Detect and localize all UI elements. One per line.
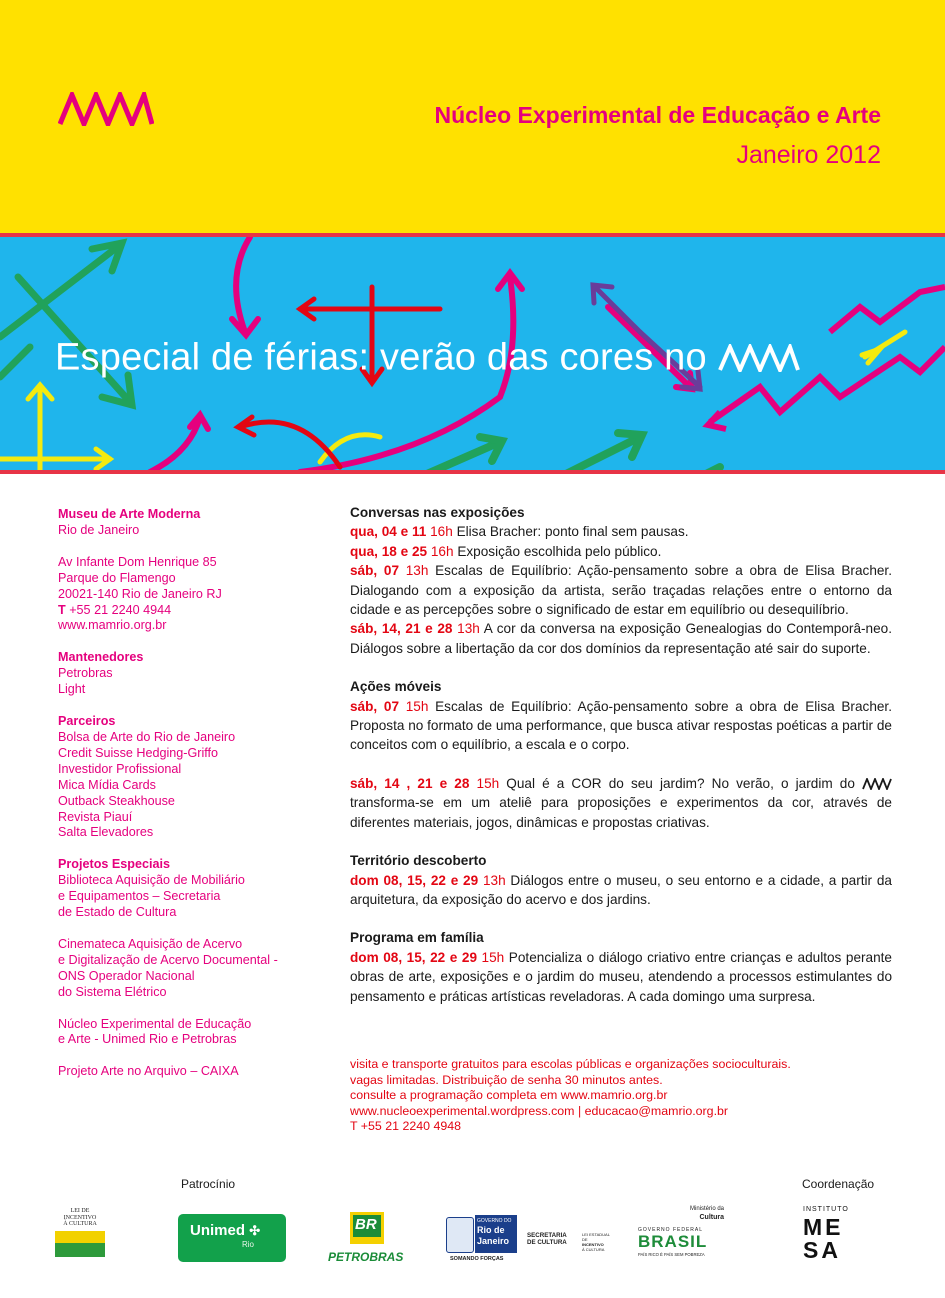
event-date: qua, 18 e 25 [350,543,428,559]
unimed-logo [178,1214,286,1262]
address-line: 20021-140 Rio de Janeiro RJ [58,586,222,601]
petrobras-logo [328,1212,416,1266]
address-line: Parque do Flamengo [58,570,176,585]
info-phone: T +55 21 2240 4948 [350,1119,462,1134]
footer-info [350,1057,910,1135]
museum-name: Museu de Arte Moderna [58,507,201,521]
governo-rj-logo [446,1214,518,1264]
section-title: Programa em família [350,930,484,946]
gov-federal-text: GOVERNO FEDERAL [638,1227,704,1233]
mantenedores-title: Mantenedores [58,650,144,665]
phone-label: T [58,602,66,617]
left-column [58,507,308,1080]
secretaria-text: SECRETARIA [527,1232,567,1239]
mantenedor-item: Light [58,682,86,697]
projeto-line: e Digitalização de Acervo Documental - [58,952,278,967]
parceiro-item: Bolsa de Arte do Rio de Janeiro [58,729,236,744]
section-title: Conversas nas exposições [350,505,525,520]
phone-line [58,603,308,619]
banner-title-text: Especial de férias: verão das cores no [55,336,707,379]
brasil-text: BRASIL [638,1232,708,1251]
event-entry [350,522,892,541]
ministerio-text: Ministério da [689,1206,724,1212]
mesa-text: ME [803,1214,844,1240]
address-line: Av Infante Dom Henrique 85 [58,554,217,569]
header-title: Núcleo Experimental de Educação e Arte [434,102,881,128]
event-time: 13h [478,872,506,888]
event-time: 15h [469,775,500,791]
lei-estadual-logo [582,1232,614,1250]
brasil-sub-text: PAÍS RICO É PAÍS SEM POBREZA [638,1252,705,1257]
header-date: Janeiro 2012 [736,141,881,169]
projeto-line: do Sistema Elétrico [58,984,167,999]
instituto-mesa-logo [803,1206,863,1268]
patrocinio-label: Patrocínio [181,1177,236,1191]
projeto-line: Núcleo Experimental de Educação [58,1016,252,1031]
instituto-text: INSTITUTO [803,1206,849,1213]
event-date: sáb, 07 [350,563,400,579]
governo-federal-logo [636,1206,726,1264]
event-date: dom 08, 15, 22 e 29 [350,872,479,888]
rj-gov-text: GOVERNO DO [477,1218,512,1224]
event-date: qua, 04 e 11 [350,524,427,540]
secretaria-text: DE CULTURA [527,1239,567,1246]
info-line: visita e transporte gratuitos para escolas públicas e organizações socioculturais. [350,1057,791,1071]
phone-number: +55 21 2240 4944 [65,602,172,617]
projeto-line: Cinemateca Aquisição de Acervo [58,936,243,951]
petrobras-text: PETROBRAS [328,1250,404,1264]
mam-logo-small [862,778,892,790]
rj-name-text: Rio de [477,1225,505,1235]
museum-city: Rio de Janeiro [58,522,140,537]
event-text: Escalas de Equilíbrio: Ação-pensamento sobre a obra de Elisa Bracher. Dialogando com a exposição da artista, serão traçadas relações entre o entorno da cidade e as percepções sobre o significado de estar em equilíbrio ou desequilíbrio. [350,563,892,618]
event-entry [350,774,892,832]
rj-name-text: Janeiro [477,1236,510,1246]
info-line: vagas limitadas. Distribuição de senha 30 minutos antes. [350,1072,663,1087]
info-links[interactable]: www.nucleoexperimental.wordpress.com | educacao@mamrio.org.br [350,1103,729,1118]
projeto-line: ONS Operador Nacional [58,968,195,983]
event-date: dom 08, 15, 22 e 29 [350,949,478,965]
event-time: 13h [399,563,429,579]
event-text: Diálogos entre o museu, o seu entorno e a cidade, a partir da arquitetura, da exposição do acervo e dos jardins. [350,872,892,907]
lei-incentivo-logo [55,1208,105,1260]
event-text: Elisa Bracher: ponto final sem pausas. [452,524,689,540]
event-text: Exposição escolhida pelo público. [453,543,662,559]
header-band [0,0,945,233]
event-text: Qual é a COR do seu jardim? No verão, o jardim do [499,775,862,791]
projeto-line: de Estado de Cultura [58,905,177,920]
event-time: 15h [399,698,429,714]
event-date: sáb, 14, 21 e 28 [350,621,453,637]
br-text: BR [355,1216,377,1233]
event-text: A cor da conversa na exposição Genealogias do Contemporâ-neo. Diálogos sobre a libertação da cor dos domínios da representação até sair do suporte. [350,621,892,656]
section-title: Ações móveis [350,679,442,695]
event-entry [350,871,892,910]
lei-text: À CULTURA [63,1221,97,1227]
event-entry [350,561,892,619]
parceiro-item: Outback Steakhouse [58,793,175,808]
projetos-title: Projetos Especiais [58,857,170,872]
lei-text: INCENTIVO [63,1214,97,1221]
lei-estadual-text: LEI ESTADUAL DE [582,1232,610,1242]
unimed-sub: Rio [242,1240,255,1249]
banner [0,233,945,474]
mam-logo-inline [718,344,800,372]
event-entry [350,948,892,1006]
ministerio-text: Cultura [699,1214,724,1221]
lei-estadual-text: À CULTURA [582,1247,605,1252]
parceiro-item: Credit Suisse Hedging-Griffo [58,745,219,760]
event-time: 13h [452,621,480,637]
secretaria-cultura-logo [527,1232,577,1250]
parceiro-item: Mica Mídia Cards [58,777,156,792]
rj-somando-text: SOMANDO FORÇAS [450,1256,504,1262]
parceiros-title: Parceiros [58,714,116,729]
event-text: Escalas de Equilíbrio: Ação-pensamento sobre a obra de Elisa Bracher. Proposta no formato de uma performance, que busca ativar respostas poéticas a partir de conceitos com o equilíbrio, a escala e o corpo. [350,698,892,753]
event-time: 16h [426,524,453,540]
section-title: Território descoberto [350,853,487,869]
event-entry [350,619,892,658]
parceiro-item: Investidor Profissional [58,761,182,776]
mantenedor-item: Petrobras [58,666,113,681]
event-entry [350,542,892,561]
parceiro-item: Salta Elevadores [58,825,154,840]
lei-estadual-text: INCENTIVO [582,1242,604,1247]
coordenacao-label: Coordenação [802,1177,875,1191]
lei-text: LEI DE [70,1208,90,1214]
event-text: Potencializa o diálogo criativo entre crianças e adultos perante obras de arte, exposições e o jardim do museu, atendendo a processos estimulantes do pensamento e práticas artísticas reveladoras. A cada domingo uma surpresa. [350,949,892,1004]
event-entry [350,697,892,755]
website-link[interactable]: www.mamrio.org.br [58,618,167,633]
projeto-line: e Arte - Unimed Rio e Petrobras [58,1032,237,1047]
projeto-line: Projeto Arte no Arquivo – CAIXA [58,1064,239,1079]
event-date: sáb, 14 , 21 e 28 [350,775,470,791]
unimed-symbol: ✣ [249,1223,261,1238]
right-column [350,503,892,1006]
info-line: consulte a programação completa em www.mamrio.org.br [350,1088,668,1103]
mam-logo [58,92,154,126]
projeto-line: e Equipamentos – Secretaria [58,889,221,904]
event-date: sáb, 07 [350,698,400,714]
unimed-text: Unimed [190,1222,246,1239]
projeto-line: Biblioteca Aquisição de Mobiliário [58,873,245,888]
parceiro-item: Revista Piauí [58,809,133,824]
banner-title [55,335,800,379]
event-time: 16h [427,543,454,559]
rj-seal [446,1217,474,1253]
event-time: 15h [477,949,505,965]
event-text: transforma-se em um ateliê para proposições e experimentos da cor, através de diferentes materiais, jogos, dinâmicas e propostas criativas. [350,795,892,830]
mesa-text: SA [803,1237,841,1263]
